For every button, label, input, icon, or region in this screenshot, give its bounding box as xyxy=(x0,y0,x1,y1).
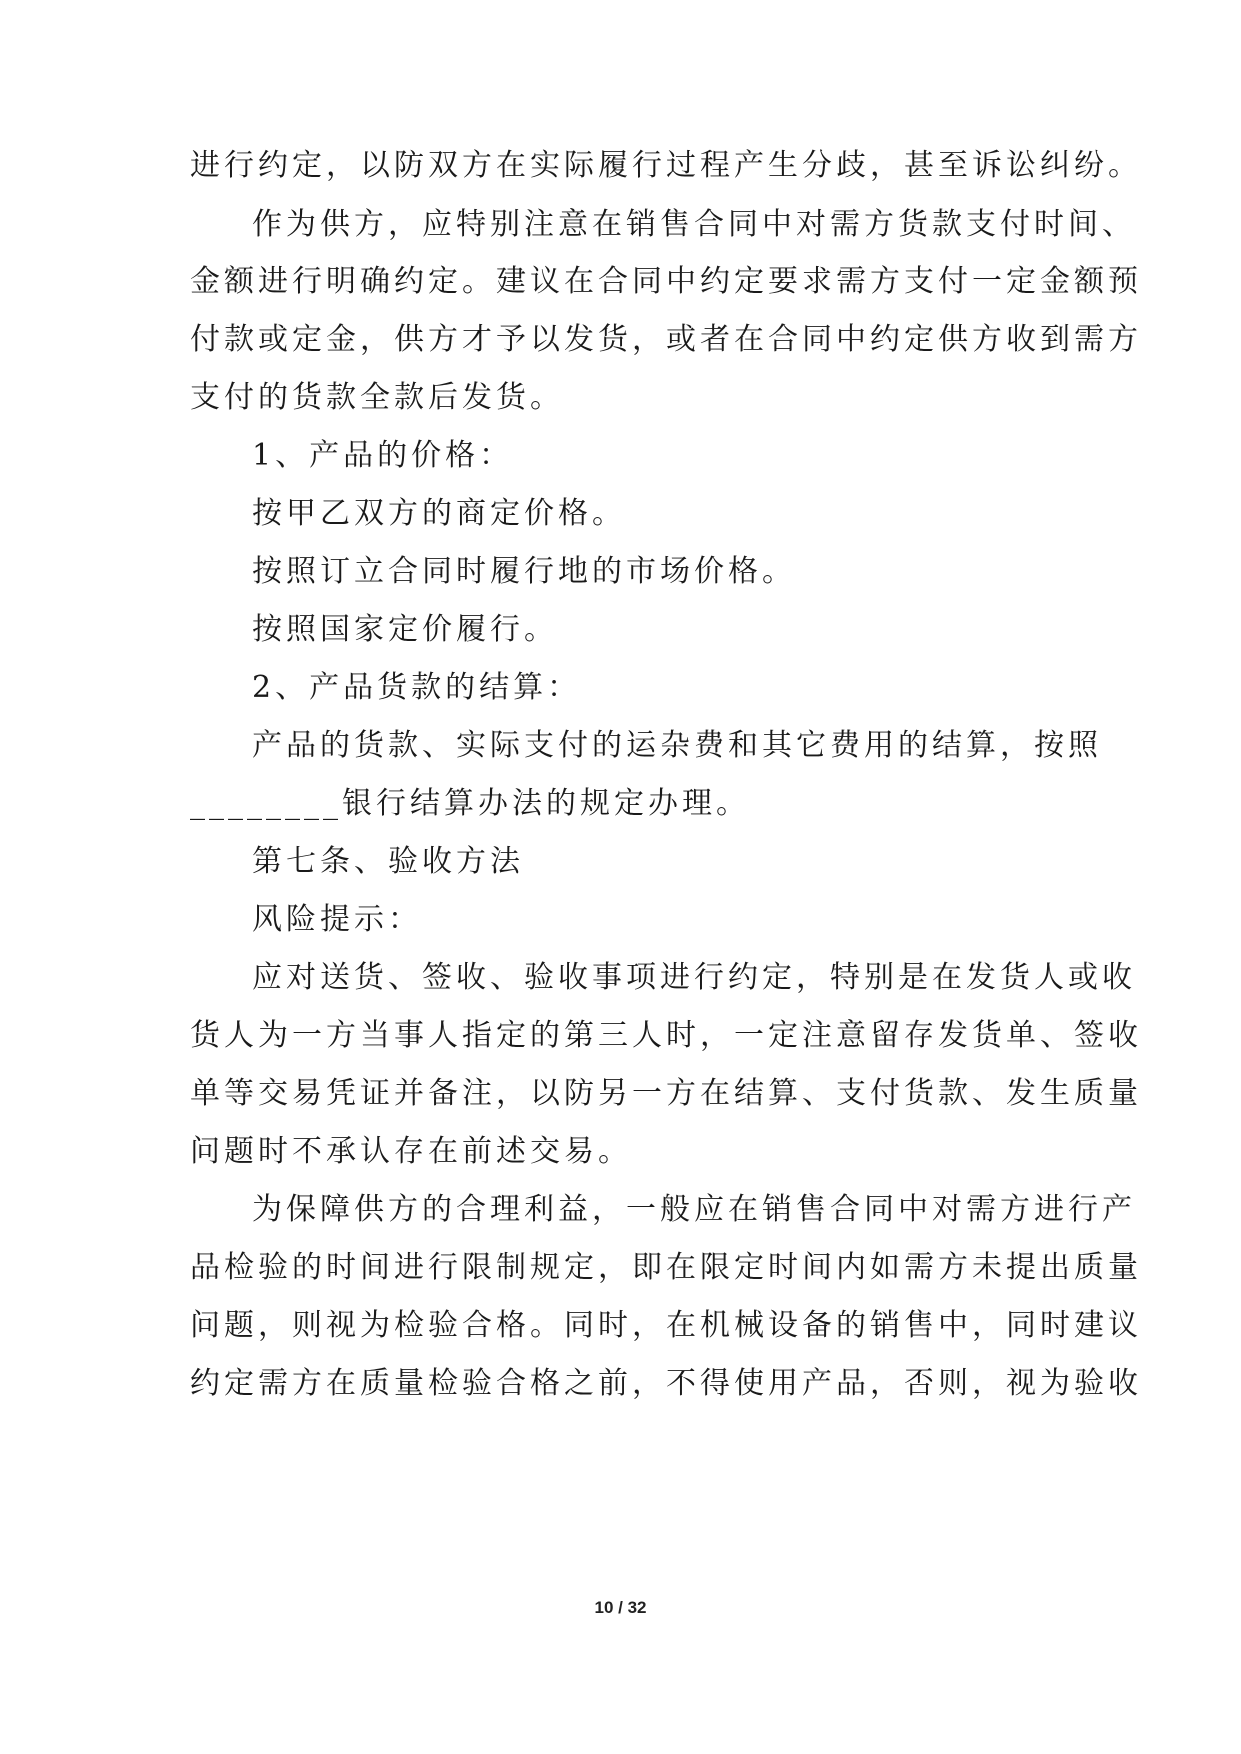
text-line: 按照国家定价履行。 xyxy=(252,612,558,647)
text-line: 风险提示： xyxy=(252,902,422,937)
text-line: 产品的货款、实际支付的运杂费和其它费用的结算，按照 xyxy=(252,728,1102,763)
section-heading: 2、产品货款的结算： xyxy=(252,670,582,705)
text-line: 约定需方在质量检验合格之前，不得使用产品，否则，视为验收 xyxy=(190,1366,1142,1401)
text-line: 问题，则视为检验合格。同时，在机械设备的销售中，同时建议 xyxy=(190,1308,1142,1343)
text-line: 支付的货款全款后发货。 xyxy=(190,380,564,415)
text-line: 货人为一方当事人指定的第三人时，一定注意留存发货单、签收 xyxy=(190,1018,1142,1053)
text-line: 问题时不承认存在前述交易。 xyxy=(190,1134,632,1169)
text-line: 按照订立合同时履行地的市场价格。 xyxy=(252,554,796,589)
text-line: 单等交易凭证并备注，以防另一方在结算、支付货款、发生质量 xyxy=(190,1076,1142,1111)
section-heading: 1、产品的价格： xyxy=(252,438,514,473)
text-line: 进行约定，以防双方在实际履行过程产生分歧，甚至诉讼纠纷。 xyxy=(190,148,1142,183)
text-line: 为保障供方的合理利益，一般应在销售合同中对需方进行产 xyxy=(252,1192,1136,1227)
text-line: 作为供方，应特别注意在销售合同中对需方货款支付时间、 xyxy=(252,207,1136,242)
text-line: 应对送货、签收、验收事项进行约定，特别是在发货人或收 xyxy=(252,960,1136,995)
text-line: ________银行结算办法的规定办理。 xyxy=(190,786,750,821)
text-line: 金额进行明确约定。建议在合同中约定要求需方支付一定金额预 xyxy=(190,264,1142,299)
page-number: 10 / 32 xyxy=(594,1598,647,1617)
section-heading: 第七条、验收方法 xyxy=(252,844,524,879)
text-line: 付款或定金，供方才予以发货，或者在合同中约定供方收到需方 xyxy=(190,322,1142,357)
text-line: 按甲乙双方的商定价格。 xyxy=(252,496,626,531)
text-line: 品检验的时间进行限制规定，即在限定时间内如需方未提出质量 xyxy=(190,1250,1142,1285)
